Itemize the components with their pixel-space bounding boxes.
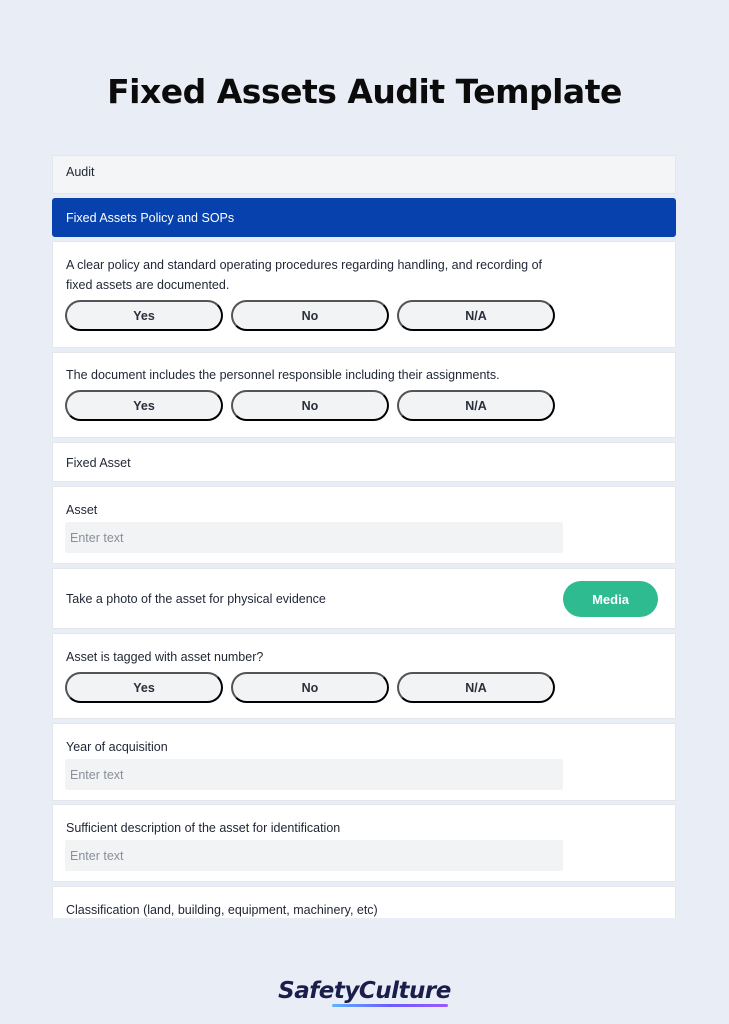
na-button[interactable]: N/A	[397, 672, 555, 703]
question-year-of-acquisition	[52, 723, 676, 801]
question-classification	[52, 886, 676, 918]
yes-button[interactable]: Yes	[65, 390, 223, 421]
section-title-policy: Fixed Assets Policy and SOPs	[66, 211, 235, 225]
page-title: Fixed Assets Audit Template	[107, 72, 622, 111]
section-header-audit	[52, 155, 676, 194]
question-text: Take a photo of the asset for physical evidence	[66, 592, 326, 606]
audit-form	[52, 155, 676, 918]
question-text: Asset is tagged with asset number?	[66, 650, 264, 664]
question-asset-description	[52, 804, 676, 882]
question-text: Asset	[66, 503, 98, 517]
section-header-policy[interactable]	[52, 198, 676, 237]
question-text: Sufficient description of the asset for identification	[66, 821, 341, 835]
question-text-line1: A clear policy and standard operating procedures regarding handling, and recording of	[66, 258, 543, 272]
question-text-line2: fixed assets are documented.	[66, 278, 230, 292]
question-photo-evidence	[52, 568, 676, 629]
no-button[interactable]: No	[231, 390, 389, 421]
description-input[interactable]	[65, 840, 563, 871]
year-input[interactable]	[65, 759, 563, 790]
logo-underline	[332, 1004, 448, 1007]
response-options	[65, 390, 555, 421]
question-asset-tagged	[52, 633, 676, 719]
response-options	[65, 300, 555, 331]
no-button[interactable]: No	[231, 672, 389, 703]
na-button[interactable]: N/A	[397, 300, 555, 331]
question-personnel-responsible	[52, 352, 676, 438]
safetyculture-logo: SafetyCulture	[278, 978, 451, 1004]
section-title-audit: Audit	[66, 165, 95, 179]
question-text: Classification (land, building, equipment, machinery, etc)	[66, 903, 378, 917]
section-header-fixed-asset	[52, 442, 676, 482]
no-button[interactable]: No	[231, 300, 389, 331]
asset-input[interactable]	[65, 522, 563, 553]
question-asset	[52, 486, 676, 564]
na-button[interactable]: N/A	[397, 390, 555, 421]
yes-button[interactable]: Yes	[65, 672, 223, 703]
section-title-fixed-asset: Fixed Asset	[66, 456, 131, 470]
response-options	[65, 672, 555, 703]
question-text: The document includes the personnel responsible including their assignments.	[66, 368, 500, 382]
question-policy-documented	[52, 241, 676, 348]
yes-button[interactable]: Yes	[65, 300, 223, 331]
question-text: Year of acquisition	[66, 740, 168, 754]
media-button[interactable]: Media	[563, 581, 658, 617]
